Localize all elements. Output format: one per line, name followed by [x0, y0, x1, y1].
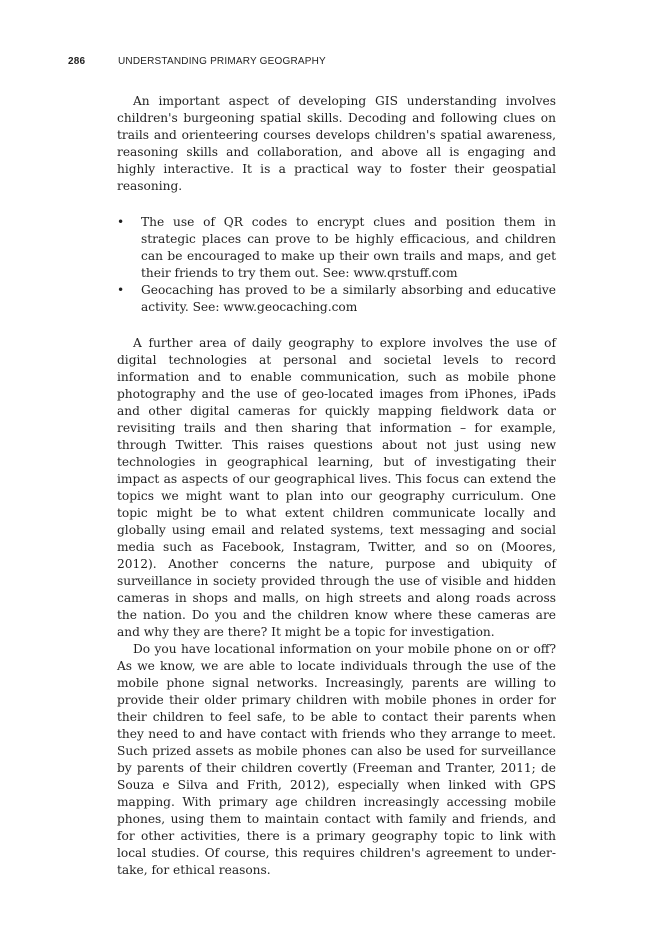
list-item-geocaching	[117, 282, 556, 316]
list-item-qr-codes	[117, 214, 556, 282]
bullet-list	[117, 214, 556, 316]
running-head	[68, 56, 326, 67]
running-head-title: UNDERSTANDING PRIMARY GEOGRAPHY	[118, 56, 326, 67]
bullet-marker: •	[117, 283, 125, 297]
body-text	[117, 93, 556, 879]
page-number: 286	[68, 56, 86, 67]
paragraph-gis-spatial-skills: An important aspect of developing GIS understanding involves children's burgeoning spatial skills. Decoding and following clues on trails and orienteering courses develops children's spatial awareness, reasoning skills and collaboration, and above all is engaging and highly interactive. It is a practical way to foster their geospatial reasoning.	[117, 94, 556, 193]
paragraph-digital-technologies: A further area of daily geography to explore involves the use of digital technologies at personal and societal levels to record information and to enable communication, such as mobile phone photography and the use of geo-located images from iPhones, iPads and other digital cameras for quickly mapping fieldwork data or revisiting trails and then sharing that information – for example, through Twitter. This raises questions about not just using new technologies in geographical learning, but of investigating their impact as aspects of our geographical lives. This focus can extend the topics we might want to plan into our geography curriculum. One topic might be to what extent children communicate locally and globally using email and related systems, text messaging and social media such as Facebook, Instagram, Twitter, and so on (Moores, 2012). Another concerns the nature, purpose and ubiquity of surveillance in society provided through the use of visible and hidden cameras in shops and malls, on high streets and along roads across the nation. Do you and the children know where these cameras are and why they are there? It might be a topic for investigation.	[117, 336, 556, 639]
list-item-text: Geocaching has proved to be a similarly absorbing and educative activity. See: www.geocaching.com	[141, 283, 556, 314]
paragraph-mobile-phones: Do you have locational information on your mobile phone on or off? As we know, we are able to locate individuals through the use of the mobile phone signal networks. Increasingly, parents are willing to provide their older primary children with mobile phones in order for their children to feel safe, to be able to contact their parents when they need to and have contact with friends who they arrange to meet. Such prized assets as mobile phones can also be used for surveillance by parents of their children covertly (Freeman and Tranter, 2011; de Souza e Silva and Frith, 2012), especially when linked with GPS mapping. With primary age children increasingly accessing mobile phones, using them to maintain contact with family and friends, and for other activities, there is a primary geography topic to link with local studies. Of course, this requires children's agreement to undertake, for ethical reasons.	[117, 642, 556, 877]
bullet-marker: •	[117, 215, 125, 229]
list-item-text: The use of QR codes to encrypt clues and position them in strategic places can prove to be highly efficacious, and children can be encouraged to make up their own trails and maps, and get their friends to try them out. See: www.qrstuff.com	[141, 215, 556, 280]
